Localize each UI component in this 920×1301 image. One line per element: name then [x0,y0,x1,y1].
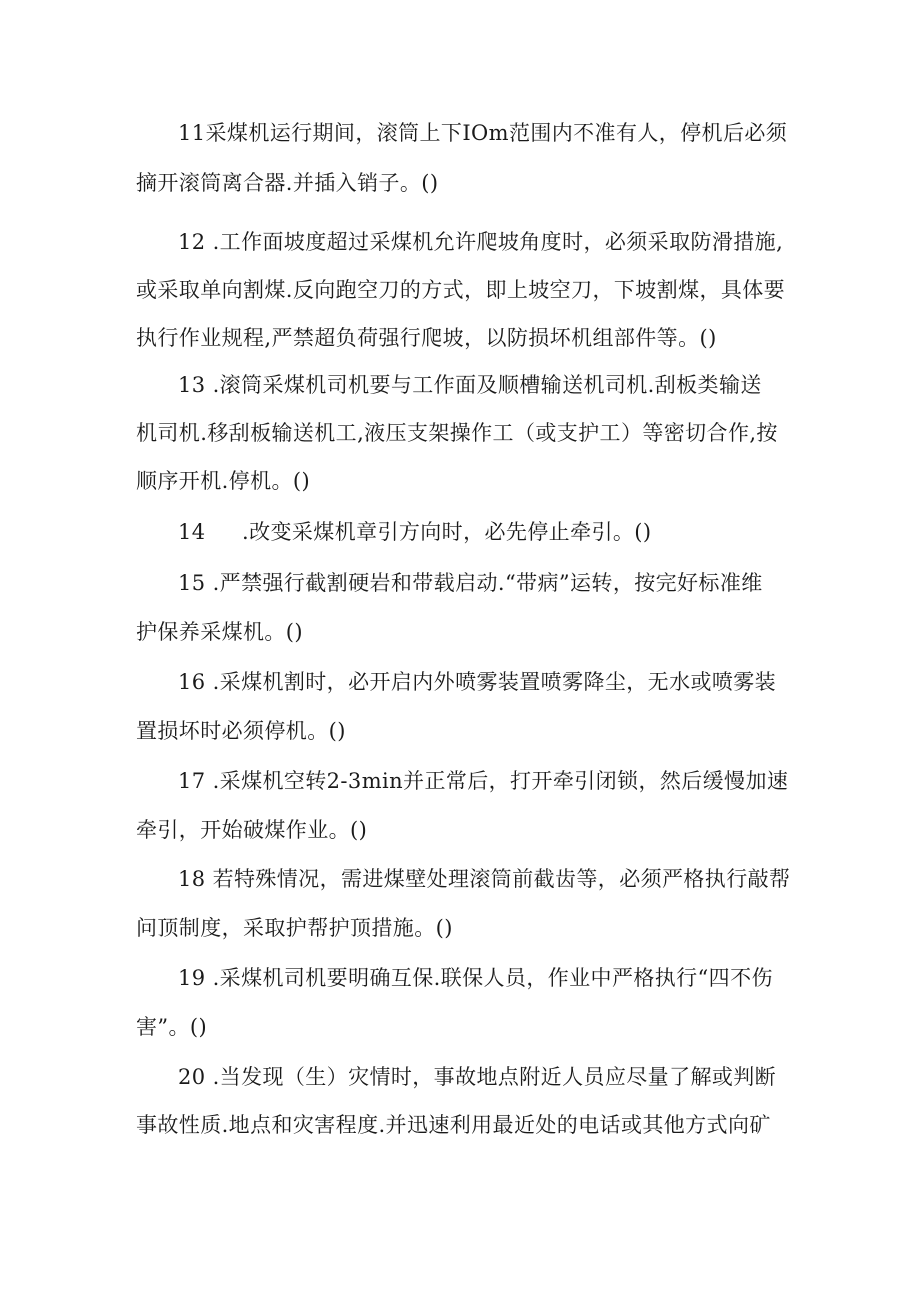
item-14-number: 14 [178,520,206,544]
item-20-line-2: 事故性质.地点和灾害程度.并迅速利用最近处的电话或其他方式向矿 [136,1113,771,1137]
item-13-line-3: 顺序开机.停机。() [136,469,311,493]
item-19-line-2: 害”。() [136,1015,208,1039]
item-15-line-2: 护保养采煤机。() [136,620,303,644]
item-16-line-2: 置损坏时必须停机。() [136,719,346,743]
item-15-line-1: 15 .严禁强行截割硬岩和带载启动.“带病”运转，按完好标准维 [178,571,763,595]
item-12-line-1: 12 .工作面坡度超过采煤机允许爬坡角度时，必须采取防滑措施, [178,230,784,254]
item-13-line-1: 13 .滚筒采煤机司机要与工作面及顺槽输送机司机.刮板类输送 [178,373,762,397]
item-17-line-1: 17 .采煤机空转2-3min并正常后，打开牵引闭锁，然后缓慢加速 [178,769,789,793]
item-17-line-2: 牵引，开始破煤作业。() [136,818,368,842]
item-18-line-1: 18 若特殊情况，需进煤壁处理滚筒前截齿等，必须严格执行敲帮 [178,867,791,891]
item-20-line-1: 20 .当发现（生）灾情时，事故地点附近人员应尽量了解或判断 [178,1065,777,1089]
item-12-line-2: 或采取单向割煤.反向跑空刀的方式，即上坡空刀，下坡割煤，具体要 [136,278,786,302]
item-18-line-2: 问顶制度，采取护帮护顶措施。() [136,916,453,940]
item-16-line-1: 16 .采煤机割时，必开启内外喷雾装置喷雾降尘，无水或喷雾装 [178,670,777,694]
item-12-line-3: 执行作业规程,严禁超负荷强行爬坡，以防损坏机组部件等。() [136,326,717,350]
item-13-line-2: 机司机.移刮板输送机工,液压支架操作工（或支护工）等密切合作,按 [136,421,778,445]
item-19-line-1: 19 .采煤机司机要明确互保.联保人员，作业中严格执行“四不伤 [178,966,773,990]
item-11-line-1: 11采煤机运行期间，滚筒上下IOm范围内不准有人，停机后必须 [178,121,788,145]
item-14-text: .改变采煤机章引方向时，必先停止牵引。() [242,520,652,544]
item-11-line-2: 摘开滚筒离合器.并插入销子。() [136,171,439,195]
